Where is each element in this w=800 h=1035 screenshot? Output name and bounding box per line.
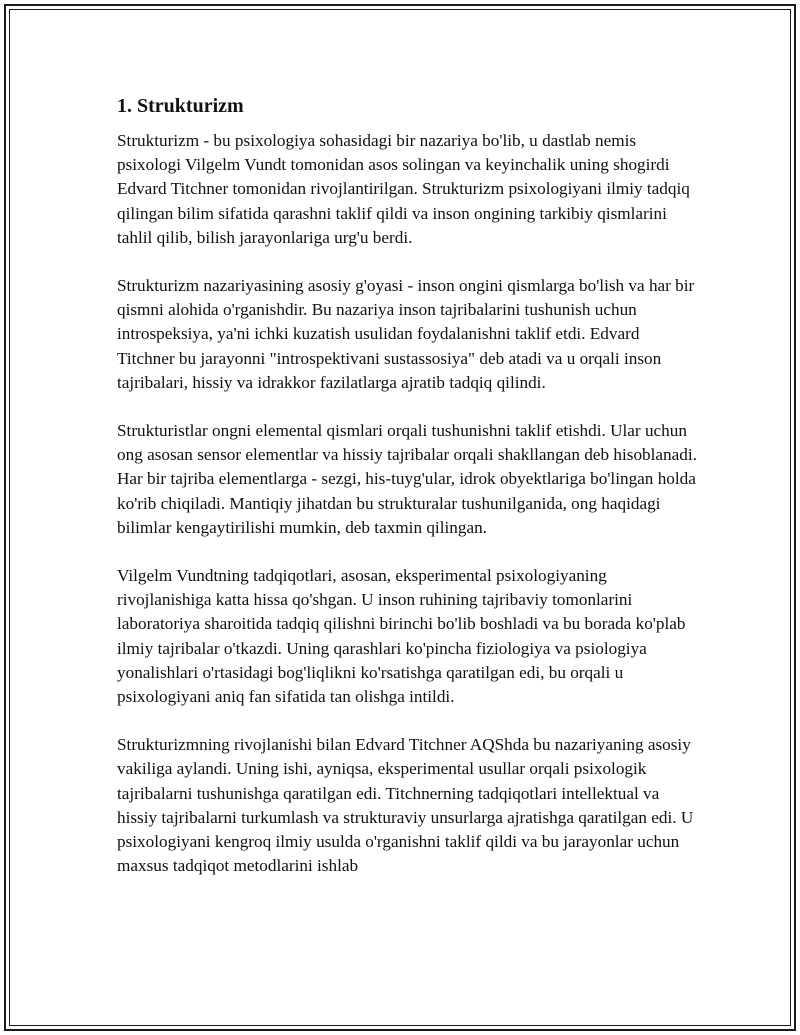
section-heading: 1. Strukturizm bbox=[117, 95, 244, 117]
paragraph-1: Strukturizm - bu psixologiya sohasidagi bir nazariya bo'lib, u dastlab nemis psixologi Vilgelm Vundt tomonidan asos solingan va keyinchalik uning shogirdi Edvard Titchner tomonidan rivojlantirilgan. Strukturizm psixologiyani ilmiy tadqiq qilingan bilim sifatida qarashni taklif qildi va inson ongining tarkibiy qismlarini tahlil qilib, bilish jarayonlariga urg'u berdi. bbox=[117, 131, 690, 247]
paragraph-2: Strukturizm nazariyasining asosiy g'oyasi - inson ongini qismlarga bo'lish va har bir qismni alohida o'rganishdir. Bu nazariya inson tajribalarini tushunish uchun introspeksiya, ya'ni ichki kuzatish usulidan foydalanishni taklif etdi. Edvard Titchner bu jarayonni "introspektivani sustassosiya" deb atadi va u orqali inson tajribalari, hissiy va idrakkor fazilatlarga ajratib tadqiq qilindi. bbox=[117, 276, 695, 392]
paragraph-5: Strukturizmning rivojlanishi bilan Edvard Titchner AQShda bu nazariyaning asosiy vakiliga aylandi. Uning ishi, ayniqsa, eksperimental usullar orqali psixologik tajribalarni tushunishga qaratilgan edi. Titchnerning tadqiqotlari intellektual va hissiy tajribalarni turkumlash va strukturaviy unsurlarga ajratishga qaratilgan edi. U psixologiyani kengroq ilmiy usulda o'rganishni taklif qildi va bu jarayonlar uchun maxsus tadqiqot metodlarini ishlab bbox=[117, 735, 694, 876]
paragraph-4: Vilgelm Vundtning tadqiqotlari, asosan, eksperimental psixologiyaning rivojlanishiga katta hissa qo'shgan. U inson ruhining tajribaviy tomonlarini laboratoriya sharoitida tadqiq qilishni birinchi bo'lib boshladi va bu borada ko'plab ilmiy tajribalar o'tkazdi. Uning qarashlari ko'pincha fiziologiya va psiologiya yonalishlari o'rtasidagi bog'liqlikni ko'rsatishga qaratilgan edi, bu orqali u psixologiyani aniq fan sifatida tan olishga intildi. bbox=[117, 566, 686, 707]
document-body bbox=[117, 93, 697, 902]
paragraph-3: Strukturistlar ongni elemental qismlari orqali tushunishni taklif etishdi. Ular uchun ong asosan sensor elementlar va hissiy tajribalar orqali shakllangan deb hisoblanadi. Har bir tajriba elementlarga - sezgi, his-tuyg'ular, idrok obyektlariga bo'lingan holda ko'rib chiqiladi. Mantiqiy jihatdan bu strukturalar tushunilganida, ong haqidagi bilimlar kengaytirilishi mumkin, deb taxmin qilingan. bbox=[117, 421, 697, 537]
